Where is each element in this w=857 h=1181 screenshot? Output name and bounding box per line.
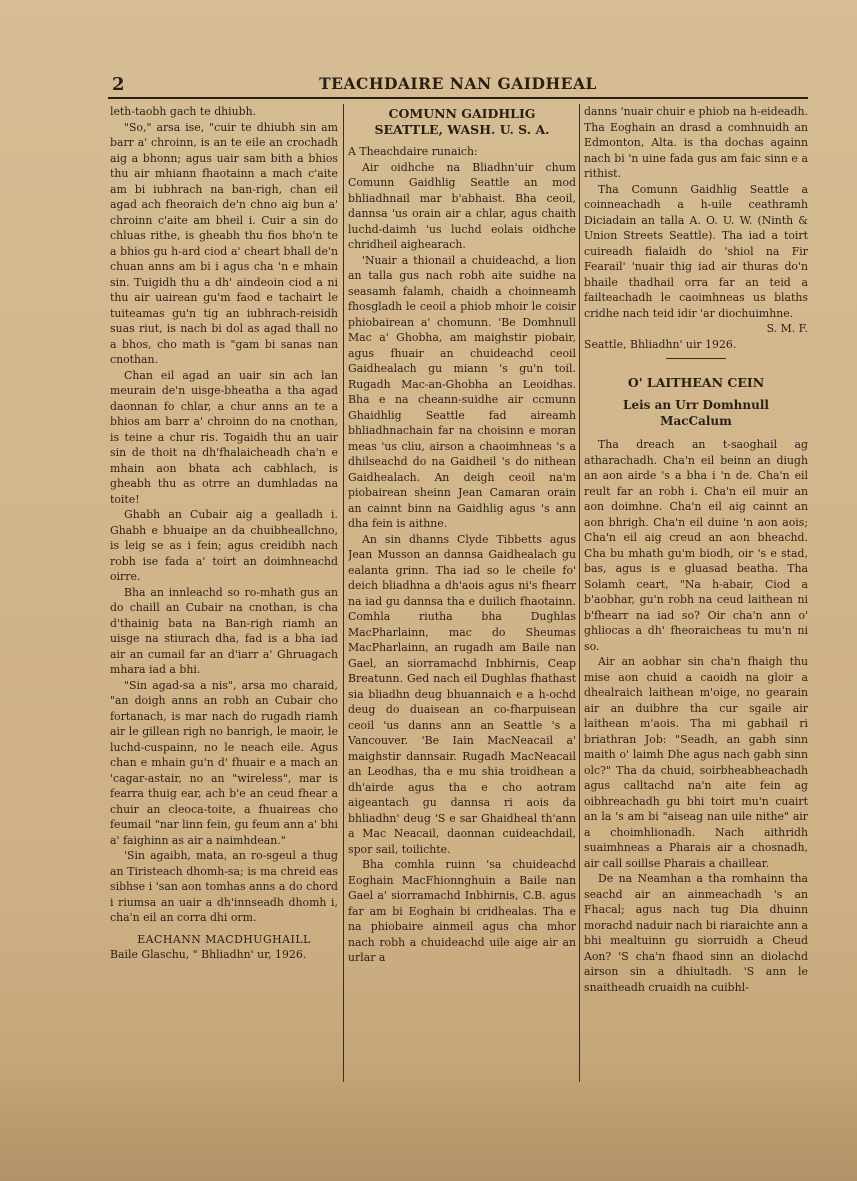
paragraph: Air oidhche na Bliadhn'uir chum Comunn Gaidhlig Seattle an mod bhliadhnail mar b'abhaist. Bha ceoil, dannsa 'us orain air a chlar, agus chaith luchd-daimh 'us luchd eolais oidhche chridheil aighearach. <box>348 160 576 251</box>
byline-line: Leis an Urr Domhnull <box>623 398 769 412</box>
column-divider <box>579 104 580 1082</box>
paragraph: "Sin agad-sa a nis", arsa mo charaid, "an doigh anns an robh an Cubair cho fortanach, is mar nach do rugadh riamh air le gillean righ no banrigh, le maoir, le luchd-cuspainn, no le neach eile. Agus chan e mhain gu'n d' fhuair e a mach an 'cagar-astair, no an "wireless", mar is fearra thuig ear, ach b'e an ceud fhear a chuir an cleoca-toite, a fhuaireas cho feumail "nar linn fein, gu feum ann a' bhi a' faighinn as air a naimhdean." <box>110 678 338 847</box>
column-1 <box>110 104 338 1084</box>
paragraph: "So," arsa ise, "cuir te dhiubh sin am barr a' chroinn, is an te eile an crochadh aig a bhonn; agus uair sam bith a bhios thu air mhiann fhaotainn a mach c'aite am bi iubhrach na ban-righ, chan eil agad ach fheoraich de'n chno aig bun a' chroinn c'aite am bheil i. Cuir a sin do chluas rithe, is gheabh thu fios bho'n te a bhios gu h-ard ciod a' cheart bhall de'n chuan anns am bi i agus cha 'n e mhain sin. Tuigidh thu a dh' aindeoin ciod a ni thu air uairean gu'm faod e tachairt le tuiteamas gu'n tig an iubhrach-reisidh suas riut, is nach bi dol as agad thall no a bhos, cho math is "gam bi sanas nan cnothan. <box>110 120 338 366</box>
article-title <box>348 106 576 138</box>
article-byline <box>584 397 808 429</box>
column-divider <box>343 104 344 1082</box>
page-number: 2 <box>112 74 125 95</box>
paragraph: Air an aobhar sin cha'n fhaigh thu mise aon chuid a caoidh na gloir a dhealraich laithean m'oige, no gearain air an duibhre tha cur sgaile air laithean m'aois. Tha mi gabhail ri briathran Job: "Seadh, an gabh sinn maith o' laimh Dhe agus nach gabh sinn olc?" Tha da chuid, soirbheabheachadh agus calltachd na'n aite fein ag oibhreachadh gu bhi toirt mu'n cuairt an la 's am bi "aiseag nan uile nithe" air a choimhlionadh. Nach aithridh suaimhneas a Pharais air a chosnadh, air call soillse Pharais a chaillear. <box>584 655 808 870</box>
article-title: O' LAITHEAN CEIN <box>627 375 765 390</box>
paragraph: Bha an innleachd so ro-mhath gus an do chaill an Cubair na cnothan, is cha d'thainig bata na Ban-righ riamh an uisge na stiurach dha, fad is a bha iad air an cumail far an d'iarr a' Ghruagach mhara iad a bhi. <box>110 585 338 676</box>
paragraph: De na Neamhan a tha romhainn tha seachd air an ainmeachadh 's an Fhacal; agus nach tug Dia dhuinn morachd naduir nach bi riaraichte ann a bhi mealtuinn gu siorruidh a Cheud Aon? 'S cha'n fhaod sinn an diolachd airson sin a dhiultadh. 'S ann le snaitheadh cruaidh na cuibhl- <box>584 872 808 994</box>
masthead-title: TEACHDAIRE NAN GAIDHEAL <box>319 74 597 93</box>
signature-initials: S. M. F. <box>766 322 808 335</box>
article-title-line: COMUNN GAIDHLIG <box>388 106 536 121</box>
signature-name: EACHANN MACDHUGHAILL <box>137 932 311 946</box>
paragraph: Ghabh an Cubair aig a gealladh i. Ghabh e bhuaipe an da chuibheallchno, is leig se as i fein; agus creidibh nach robh ise fada a' toirt an doimhneachd oirre. <box>110 508 338 583</box>
paragraph: An sin dhanns Clyde Tibbetts agus Jean Musson an dannsa Gaidhealach gu ealanta grinn. Tha iad so le cheile fo' deich bliadhna a dh'aois agus ni's fhearr na iad gu dannsa tha e duilich fhaotainn. Comhla riutha bha Dughlas MacPharlainn, mac do Sheumas MacPharlainn, an rugadh am Baile nan Gael, an siorramachd Inbhirnis, Ceap Breatunn. Ged nach eil Dughlas fhathast sia bliadhn deug bhuannaich e a h-ochd deug do duaisean an co-fharpuisean ceoil 'us danns ann an Seattle 's a Vancouver. 'Be Iain MacNeacail a' maighstir dannsair. Rugadh MacNeacail an Leodhas, tha e mu shia troidhean a dh'airde agus tha e cho aotram aigeantach gu dannsa ri aois da bhliadhn' deug 'S e sar Ghaidheal th'ann a Mac Neacail, daonnan cuideachdail, spor sail, toilichte. <box>348 532 576 856</box>
paragraph: Bha comhla ruinn 'sa chuideachd Eoghain MacFhionnghuin a Baile nan Gael a' siorramachd Inbhirnis, C.B. agus far am bi Eoghain bi cridhealas. Tha e na phiobaire ainmeil agus cha mhor nach robh a chuideachd uile aige air an urlar a <box>348 858 576 964</box>
salutation: A Theachdaire runaich: <box>348 145 478 158</box>
signature <box>110 932 338 963</box>
column-2 <box>348 104 576 1084</box>
paragraph: danns 'nuair chuir e phiob na h-eideadh. Tha Eoghain an drasd a comhnuidh an Edmonton, Alta. is tha dochas againn nach bi 'n uine fada gus am faic sinn e a rithist. <box>584 105 808 180</box>
section-rule <box>666 358 726 359</box>
signature-place: Seattle, Bhliadhn' uir 1926. <box>584 337 737 351</box>
paragraph: leth-taobh gach te dhiubh. <box>110 105 257 118</box>
column-3 <box>584 104 808 1084</box>
paragraph: 'Sin agaibh, mata, an ro-sgeul a thug an Tiristeach dhomh-sa; is ma chreid eas sibhse i 'san aon tomhas anns a do chord i riumsa an uair a dh'innseadh dhomh i, cha'n eil an corra dhi orm. <box>110 849 338 924</box>
paragraph: 'Nuair a thionail a chuideachd, a lion an talla gus nach robh aite suidhe na seasamh falamh, chaidh a choinneamh fhosgladh le ceoil a phiob mhoir le coisir phiobairean a' chomunn. 'Be Domhnull Mac a' Ghobha, am maighstir piobair, agus fhuair an chuideachd ceoil Gaidhealach gu miann 's gu'n toil. Rugadh Mac-an-Ghobha an Leoidhas. Bha e na cheann-suidhe air ccmunn Ghaidhlig Seattle fad aireamh bhliadhnachain far na choisinn e moran meas 'us cliu, airson a chaoimhneas 's a dhilseachd do na Gaidheil 's do nithean Gaidhealach. An deigh ceoil na'm piobairean sheinn Jean Camaran orain an cainnt binn na Gaidhlig agus 's ann dha fein is aithne. <box>348 253 576 530</box>
byline-line: MacCalum <box>660 414 732 428</box>
header-rule <box>108 97 808 99</box>
paragraph: Chan eil agad an uair sin ach lan meurain de'n uisge-bheatha a tha agad daonnan fo chlar, a chur anns an te a bhios am barr a' chroinn do na cnothan, is teine a chur ris. Togaidh thu an uair sin de thoit na dh'fhalaicheadh cha'n e mhain aon bhata ach cabhlach, is gheabh thu as otrre an dumhladas na toite! <box>110 368 338 506</box>
article-title-line: SEATTLE, WASH. U. S. A. <box>374 122 550 137</box>
page-header <box>108 74 808 96</box>
paragraph: Tha dreach an t-saoghail ag atharachadh. Cha'n eil beinn an diugh an aon airde 's a bha i 'n de. Cha'n eil reult far an robh i. Cha'n eil muir an aon doimhne. Cha'n eil aig cainnt an aon bhrigh. Cha'n eil duine 'n aon aois; Cha'n eil aig creud an aon bheachd. Cha bu mhath gu'm biodh, oir 's e stad, bas, agus is e gluasad beatha. Tha Solamh ceart, "Na h-abair, Ciod a b'aobhar, gu'n robh na ceud laithean ni b'fhearr na iad so? Oir cha'n ann o' ghliocas a dh' fheoraicheas tu mu'n ni so. <box>584 438 808 653</box>
paragraph: Tha Comunn Gaidhlig Seattle a coinneachadh a h-uile ceathramh Diciadain an talla A. O. U. W. (Ninth & Union Streets Seattle). Tha iad a toirt cuireadh fialaidh do 'shiol na Fir Fearail' 'nuair thig iad air thuras do'n bhaile thadhail orra far an teid a failteachadh le caoimhneas us blaths cridhe nach teid idir 'ar diochuimhne. <box>584 182 808 320</box>
signature-place: Baile Glaschu, " Bhliadhn' ur, 1926. <box>110 948 307 961</box>
